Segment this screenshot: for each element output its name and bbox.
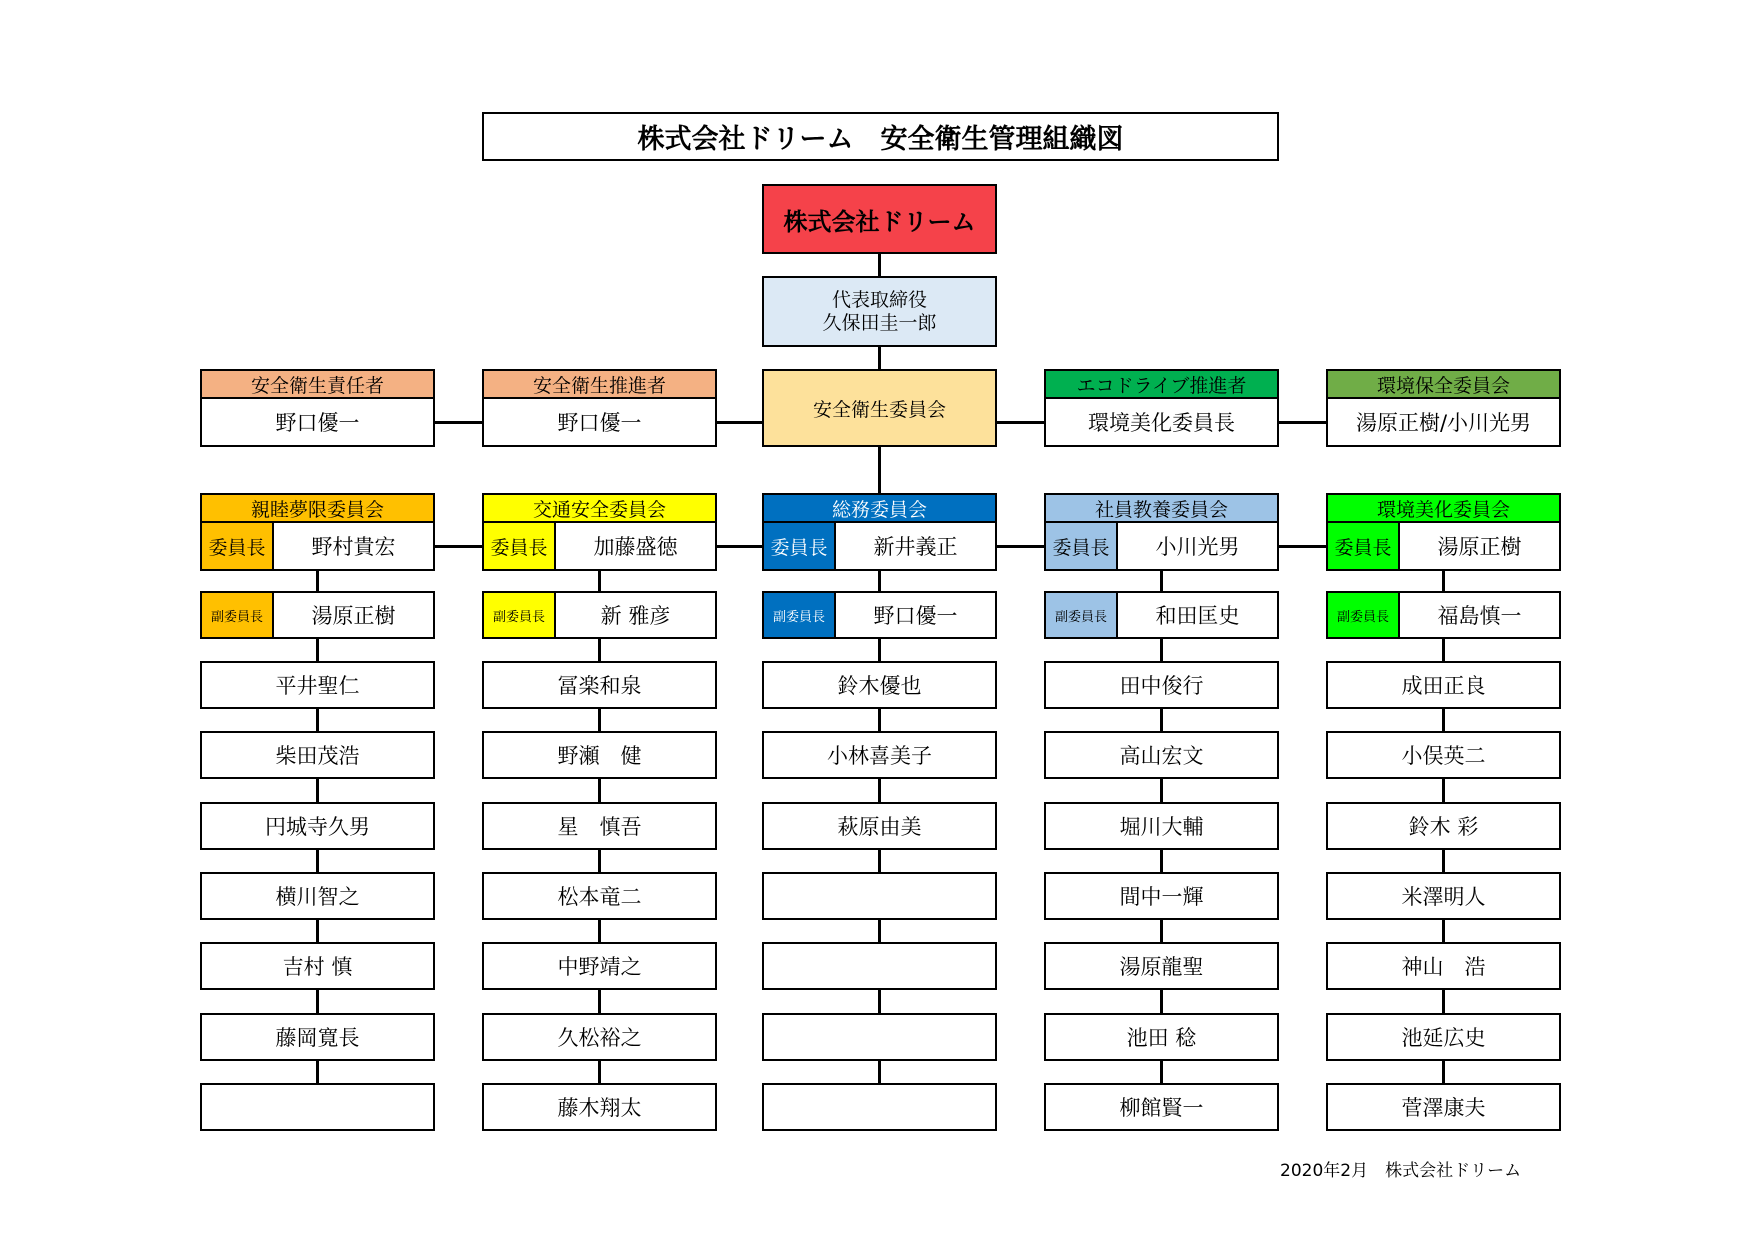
member-box: 柳館賢一 — [1044, 1083, 1279, 1131]
vice-chair-tag: 副委員長 — [1046, 593, 1118, 637]
connector-chair-vice — [1442, 571, 1445, 591]
connector-member — [1160, 850, 1163, 872]
connector-member — [878, 709, 881, 731]
member-box: 松本竜二 — [482, 872, 717, 920]
member-box: 成田正良 — [1326, 661, 1561, 709]
role-title: エコドライブ推進者 — [1044, 369, 1279, 399]
connector-member — [878, 639, 881, 661]
chair-tag: 委員長 — [1328, 523, 1400, 569]
member-box: 菅澤康夫 — [1326, 1083, 1561, 1131]
member-box: 冨楽和泉 — [482, 661, 717, 709]
member-box: 鈴木 彩 — [1326, 802, 1561, 850]
member-box: 米澤明人 — [1326, 872, 1561, 920]
connector-member — [1442, 1061, 1445, 1083]
connector-member — [316, 639, 319, 661]
role-person: 野口優一 — [482, 397, 717, 447]
connector-company-ceo — [878, 254, 881, 276]
connector-member — [1160, 639, 1163, 661]
connector-member — [1160, 1061, 1163, 1083]
member-box: 平井聖仁 — [200, 661, 435, 709]
member-box — [200, 1083, 435, 1131]
connector-member — [598, 639, 601, 661]
vice-chair-name: 湯原正樹 — [311, 604, 396, 628]
ceo-name: 久保田圭一郎 — [822, 311, 937, 334]
member-box: 柴田茂浩 — [200, 731, 435, 779]
chart-title: 株式会社ドリーム 安全衛生管理組織図 — [482, 112, 1279, 161]
member-box: 鈴木優也 — [762, 661, 997, 709]
connector-member — [598, 709, 601, 731]
vice-chair-name: 和田匡史 — [1155, 604, 1240, 628]
connector-member — [316, 709, 319, 731]
connector-member — [316, 990, 319, 1013]
connector-member — [1160, 920, 1163, 942]
connector-chair-vice — [316, 571, 319, 591]
chair-row — [482, 521, 717, 571]
chair-row — [1326, 521, 1561, 571]
subcommittee-header: 環境美化委員会 — [1326, 493, 1561, 523]
connector-chair-vice — [878, 571, 881, 591]
company-node: 株式会社ドリーム — [762, 184, 997, 254]
connector-role-1-2 — [435, 421, 482, 424]
vice-chair-row — [200, 591, 435, 639]
member-box: 中野靖之 — [482, 942, 717, 990]
member-box: 小林喜美子 — [762, 731, 997, 779]
member-box: 野瀬 健 — [482, 731, 717, 779]
connector-member — [878, 850, 881, 872]
connector-member — [316, 850, 319, 872]
connector-col-2-3 — [715, 545, 762, 548]
connector-member — [598, 1061, 601, 1083]
connector-chair-vice — [1160, 571, 1163, 591]
role-title: 環境保全委員会 — [1326, 369, 1561, 399]
chair-tag: 委員長 — [764, 523, 836, 569]
member-box: 横川智之 — [200, 872, 435, 920]
connector-member — [598, 779, 601, 802]
role-person: 湯原正樹/小川光男 — [1326, 397, 1561, 447]
connector-member — [316, 920, 319, 942]
member-box: 湯原龍聖 — [1044, 942, 1279, 990]
member-box: 堀川大輔 — [1044, 802, 1279, 850]
connector-chair-vice — [598, 571, 601, 591]
member-box: 藤木翔太 — [482, 1083, 717, 1131]
member-box: 神山 浩 — [1326, 942, 1561, 990]
member-box — [762, 872, 997, 920]
vice-chair-name: 新 雅彦 — [600, 604, 671, 628]
member-box: 円城寺久男 — [200, 802, 435, 850]
connector-member — [878, 920, 881, 942]
subcommittee-header: 親睦夢限委員会 — [200, 493, 435, 523]
connector-member — [878, 1061, 881, 1083]
member-box: 吉村 慎 — [200, 942, 435, 990]
vice-chair-name: 福島慎一 — [1437, 604, 1522, 628]
member-box: 池延広史 — [1326, 1013, 1561, 1061]
connector-member — [598, 850, 601, 872]
chair-tag: 委員長 — [202, 523, 274, 569]
role-person: 環境美化委員長 — [1044, 397, 1279, 447]
role-node-3 — [1044, 369, 1279, 447]
connector-member — [878, 779, 881, 802]
vice-chair-row — [482, 591, 717, 639]
member-box — [762, 1083, 997, 1131]
vice-chair-tag: 副委員長 — [1328, 593, 1400, 637]
connector-member — [878, 990, 881, 1013]
connector-member — [598, 990, 601, 1013]
connector-ceo-committee — [878, 347, 881, 369]
connector-member — [316, 779, 319, 802]
member-box: 小俣英二 — [1326, 731, 1561, 779]
connector-member — [1442, 990, 1445, 1013]
connector-role-2-committee — [715, 421, 762, 424]
vice-chair-row — [1326, 591, 1561, 639]
chair-tag: 委員長 — [1046, 523, 1118, 569]
connector-col-1-2 — [435, 545, 482, 548]
chair-name: 野村貴宏 — [311, 535, 396, 559]
chair-tag: 委員長 — [484, 523, 556, 569]
ceo-node — [762, 276, 997, 347]
member-box: 藤岡寛長 — [200, 1013, 435, 1061]
connector-member — [1442, 639, 1445, 661]
ceo-role: 代表取締役 — [831, 288, 927, 311]
connector-member — [1442, 920, 1445, 942]
role-node-2 — [482, 369, 717, 447]
connector-committee-role-3 — [997, 421, 1044, 424]
connector-member — [1160, 709, 1163, 731]
member-box: 萩原由美 — [762, 802, 997, 850]
footer-date-company: 2020年2月 株式会社ドリーム — [1280, 1161, 1522, 1181]
vice-chair-tag: 副委員長 — [484, 593, 556, 637]
member-box: 高山宏文 — [1044, 731, 1279, 779]
connector-member — [598, 920, 601, 942]
chair-row — [1044, 521, 1279, 571]
member-box — [762, 1013, 997, 1061]
connector-member — [1442, 850, 1445, 872]
connector-member — [1160, 779, 1163, 802]
role-title: 安全衛生推進者 — [482, 369, 717, 399]
connector-col-3-4 — [997, 545, 1044, 548]
role-title: 安全衛生責任者 — [200, 369, 435, 399]
chair-name: 新井義正 — [873, 535, 958, 559]
member-box: 久松裕之 — [482, 1013, 717, 1061]
subcommittee-header: 交通安全委員会 — [482, 493, 717, 523]
chair-name: 加藤盛徳 — [593, 535, 678, 559]
chair-name: 湯原正樹 — [1437, 535, 1522, 559]
member-box — [762, 942, 997, 990]
safety-committee-node: 安全衛生委員会 — [762, 369, 997, 447]
vice-chair-tag: 副委員長 — [764, 593, 836, 637]
connector-member — [1160, 990, 1163, 1013]
connector-member — [316, 1061, 319, 1083]
subcommittee-header: 社員教養委員会 — [1044, 493, 1279, 523]
connector-committee-subcommittees — [878, 447, 881, 493]
connector-role-3-4 — [1279, 421, 1326, 424]
role-person: 野口優一 — [200, 397, 435, 447]
connector-member — [1442, 709, 1445, 731]
vice-chair-name: 野口優一 — [873, 604, 958, 628]
subcommittee-header: 総務委員会 — [762, 493, 997, 523]
connector-col-4-5 — [1279, 545, 1326, 548]
chair-row — [762, 521, 997, 571]
vice-chair-row — [1044, 591, 1279, 639]
role-node-4 — [1326, 369, 1561, 447]
member-box: 田中俊行 — [1044, 661, 1279, 709]
vice-chair-row — [762, 591, 997, 639]
member-box: 間中一輝 — [1044, 872, 1279, 920]
chair-name: 小川光男 — [1155, 535, 1240, 559]
vice-chair-tag: 副委員長 — [202, 593, 274, 637]
role-node-1 — [200, 369, 435, 447]
member-box: 池田 稔 — [1044, 1013, 1279, 1061]
connector-member — [1442, 779, 1445, 802]
chair-row — [200, 521, 435, 571]
member-box: 星 慎吾 — [482, 802, 717, 850]
